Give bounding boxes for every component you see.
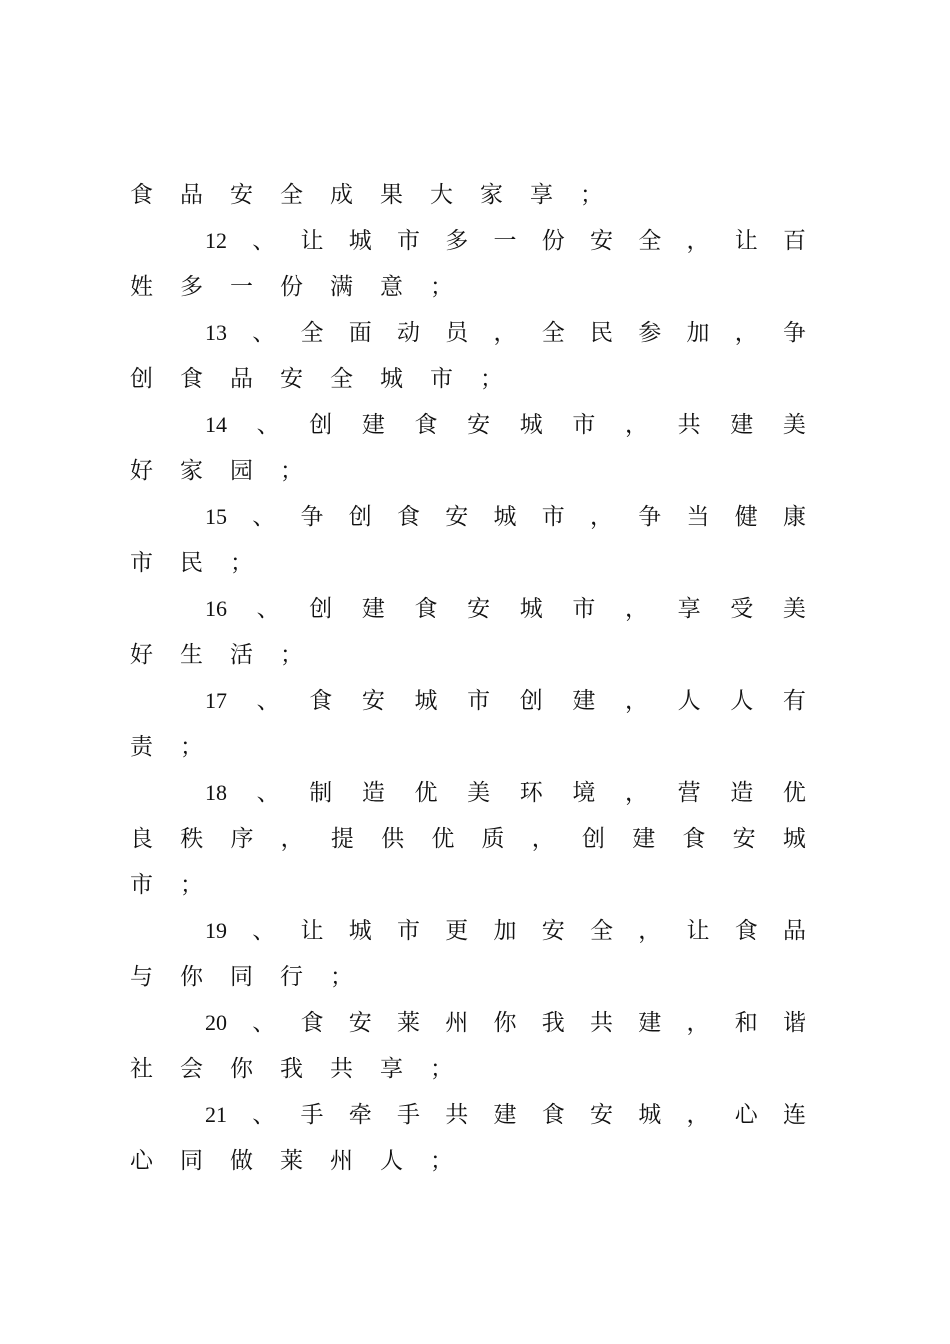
- text-line: [130, 1046, 806, 1092]
- text-glyph: 享: [530, 182, 553, 208]
- text-glyph: 安: [590, 1102, 613, 1128]
- text-glyph: 市: [130, 872, 153, 898]
- text-glyph: 全: [590, 918, 613, 944]
- text-glyph: 创: [130, 366, 153, 392]
- text-glyph: 社: [130, 1056, 153, 1082]
- text-glyph: 、: [252, 228, 276, 254]
- text-glyph: ，: [625, 688, 648, 714]
- text-line: [205, 678, 806, 724]
- text-glyph: ，: [590, 504, 613, 530]
- text-glyph: 、: [252, 320, 276, 346]
- text-glyph: 全: [330, 366, 353, 392]
- text-glyph: 多: [180, 274, 203, 300]
- text-glyph: 境: [572, 780, 596, 806]
- text-glyph: ；: [280, 458, 303, 484]
- text-glyph: 市: [397, 228, 420, 254]
- text-glyph: 19: [205, 918, 227, 943]
- text-glyph: ，: [531, 826, 555, 852]
- text-glyph: ，: [625, 596, 648, 622]
- text-glyph: 会: [180, 1056, 203, 1082]
- text-glyph: 安: [590, 228, 613, 254]
- text-glyph: 、: [256, 688, 280, 714]
- text-line: [205, 218, 806, 264]
- text-glyph: 创: [309, 412, 333, 438]
- text-glyph: 创: [348, 504, 372, 530]
- text-glyph: ，: [686, 1102, 710, 1128]
- text-glyph: 制: [309, 780, 333, 806]
- text-glyph: 有: [782, 688, 806, 714]
- text-glyph: 食: [414, 596, 438, 622]
- text-line: [130, 816, 806, 862]
- text-glyph: 我: [541, 1010, 565, 1036]
- text-glyph: ；: [430, 1056, 453, 1082]
- text-glyph: 食: [300, 1010, 324, 1036]
- text-glyph: 13: [205, 320, 227, 345]
- text-glyph: 共: [330, 1056, 353, 1082]
- text-glyph: 建: [493, 1102, 517, 1128]
- text-glyph: 好: [130, 642, 153, 668]
- text-glyph: 品: [180, 182, 203, 208]
- text-glyph: 质: [481, 826, 505, 852]
- text-glyph: 安: [732, 826, 756, 852]
- text-glyph: 面: [348, 320, 372, 346]
- text-glyph: 共: [445, 1102, 469, 1128]
- text-glyph: 城: [348, 918, 372, 944]
- text-glyph: 全: [638, 228, 662, 254]
- text-glyph: 让: [734, 228, 758, 254]
- text-glyph: 民: [590, 320, 613, 346]
- text-glyph: 做: [230, 1148, 253, 1174]
- text-glyph: 意: [380, 274, 403, 300]
- text-glyph: 园: [230, 458, 253, 484]
- text-glyph: 共: [590, 1010, 613, 1036]
- text-glyph: 健: [734, 504, 758, 530]
- text-glyph: ；: [280, 642, 303, 668]
- text-glyph: 城: [519, 412, 543, 438]
- text-glyph: 良: [130, 826, 153, 852]
- text-glyph: 百: [783, 228, 806, 254]
- text-glyph: ，: [734, 320, 758, 346]
- text-line: [205, 908, 806, 954]
- text-glyph: 你: [493, 1010, 517, 1036]
- text-glyph: 优: [414, 780, 438, 806]
- text-glyph: 食: [414, 412, 438, 438]
- text-glyph: 全: [280, 182, 303, 208]
- text-glyph: 同: [230, 964, 253, 990]
- text-glyph: 行: [280, 964, 303, 990]
- text-glyph: 人: [730, 688, 754, 714]
- text-glyph: 共: [677, 412, 701, 438]
- text-glyph: 食: [541, 1102, 565, 1128]
- text-glyph: 手: [300, 1102, 324, 1128]
- text-glyph: 连: [783, 1102, 806, 1128]
- text-glyph: 安: [361, 688, 385, 714]
- text-glyph: 食: [734, 918, 758, 944]
- text-glyph: 参: [638, 320, 662, 346]
- text-glyph: 好: [130, 458, 153, 484]
- text-glyph: 建: [730, 412, 754, 438]
- text-glyph: 安: [445, 504, 469, 530]
- text-glyph: 20: [205, 1010, 227, 1035]
- text-glyph: ；: [330, 964, 353, 990]
- text-glyph: 食: [180, 366, 203, 392]
- text-glyph: 让: [300, 228, 324, 254]
- text-glyph: 安: [541, 918, 565, 944]
- text-glyph: 17: [205, 688, 227, 713]
- text-glyph: 民: [180, 550, 203, 576]
- text-glyph: 、: [252, 1102, 276, 1128]
- text-glyph: 员: [445, 320, 469, 346]
- slogan-list: [130, 172, 806, 1184]
- text-glyph: 、: [252, 918, 276, 944]
- text-glyph: 争: [300, 504, 324, 530]
- text-glyph: 食: [309, 688, 333, 714]
- text-glyph: 手: [397, 1102, 420, 1128]
- text-glyph: ；: [180, 872, 203, 898]
- text-line: [205, 1092, 806, 1138]
- text-line: [130, 172, 806, 218]
- text-glyph: 食: [130, 182, 153, 208]
- text-glyph: 责: [130, 734, 153, 760]
- text-glyph: 一: [493, 228, 517, 254]
- text-glyph: 城: [380, 366, 403, 392]
- text-glyph: 建: [572, 688, 596, 714]
- text-glyph: ，: [638, 918, 662, 944]
- text-glyph: 安: [348, 1010, 372, 1036]
- text-glyph: 和: [734, 1010, 758, 1036]
- text-line: [130, 540, 806, 586]
- text-glyph: 家: [480, 182, 503, 208]
- text-line: [205, 494, 806, 540]
- text-glyph: 营: [677, 780, 701, 806]
- text-glyph: 美: [467, 780, 491, 806]
- text-glyph: 全: [541, 320, 565, 346]
- text-glyph: 建: [638, 1010, 662, 1036]
- text-glyph: 16: [205, 596, 227, 621]
- text-glyph: ，: [686, 228, 710, 254]
- text-glyph: 城: [638, 1102, 662, 1128]
- text-glyph: 份: [541, 228, 565, 254]
- text-line: [205, 1000, 806, 1046]
- text-glyph: 序: [230, 826, 254, 852]
- text-glyph: 市: [397, 918, 420, 944]
- text-glyph: 建: [632, 826, 656, 852]
- text-glyph: 州: [330, 1148, 353, 1174]
- text-glyph: ；: [430, 1148, 453, 1174]
- text-glyph: 、: [252, 1010, 276, 1036]
- text-glyph: 创: [519, 688, 543, 714]
- text-glyph: 15: [205, 504, 227, 529]
- text-line: [130, 356, 806, 402]
- text-glyph: 优: [782, 780, 806, 806]
- text-glyph: 姓: [130, 274, 153, 300]
- text-glyph: 活: [230, 642, 253, 668]
- text-glyph: ；: [430, 274, 453, 300]
- text-glyph: 加: [493, 918, 517, 944]
- text-glyph: 争: [638, 504, 662, 530]
- text-glyph: 美: [782, 596, 806, 622]
- text-glyph: 市: [572, 596, 596, 622]
- text-glyph: ；: [230, 550, 253, 576]
- text-glyph: 美: [782, 412, 806, 438]
- text-line: [205, 770, 806, 816]
- text-line: [205, 310, 806, 356]
- text-line: [130, 1138, 806, 1184]
- text-glyph: 城: [348, 228, 372, 254]
- text-glyph: 12: [205, 228, 227, 253]
- text-glyph: 18: [205, 780, 227, 805]
- text-glyph: 心: [734, 1102, 758, 1128]
- text-glyph: 、: [256, 780, 280, 806]
- text-glyph: 创: [581, 826, 605, 852]
- text-glyph: 我: [280, 1056, 303, 1082]
- text-glyph: 与: [130, 964, 153, 990]
- text-glyph: 人: [380, 1148, 403, 1174]
- text-glyph: 市: [130, 550, 153, 576]
- text-line: [130, 724, 806, 770]
- text-glyph: 你: [230, 1056, 253, 1082]
- text-glyph: 全: [300, 320, 324, 346]
- text-glyph: 谐: [783, 1010, 806, 1036]
- text-glyph: 让: [300, 918, 324, 944]
- text-glyph: 城: [519, 596, 543, 622]
- text-glyph: 生: [180, 642, 203, 668]
- text-glyph: 安: [280, 366, 303, 392]
- text-glyph: 一: [230, 274, 253, 300]
- text-glyph: 市: [541, 504, 565, 530]
- text-glyph: 莱: [280, 1148, 303, 1174]
- text-glyph: 享: [677, 596, 701, 622]
- text-glyph: 心: [130, 1148, 153, 1174]
- text-glyph: 人: [677, 688, 701, 714]
- text-glyph: 莱: [397, 1010, 420, 1036]
- text-glyph: 安: [467, 596, 491, 622]
- text-glyph: 、: [256, 412, 280, 438]
- text-glyph: ，: [686, 1010, 710, 1036]
- text-glyph: 大: [430, 182, 453, 208]
- text-glyph: 品: [783, 918, 806, 944]
- text-glyph: 争: [783, 320, 806, 346]
- text-glyph: 、: [256, 596, 280, 622]
- text-glyph: 你: [180, 964, 203, 990]
- text-glyph: 食: [397, 504, 420, 530]
- text-glyph: 市: [430, 366, 453, 392]
- text-glyph: 品: [230, 366, 253, 392]
- text-glyph: 21: [205, 1102, 227, 1127]
- text-glyph: 供: [381, 826, 405, 852]
- text-glyph: 优: [431, 826, 455, 852]
- text-line: [130, 954, 806, 1000]
- text-line: [130, 862, 806, 908]
- text-glyph: 康: [783, 504, 806, 530]
- text-line: [130, 448, 806, 494]
- text-glyph: 满: [330, 274, 353, 300]
- text-glyph: 、: [252, 504, 276, 530]
- text-glyph: 当: [686, 504, 710, 530]
- text-glyph: ，: [625, 412, 648, 438]
- text-glyph: ，: [280, 826, 304, 852]
- text-glyph: ；: [480, 366, 503, 392]
- text-glyph: 多: [445, 228, 469, 254]
- text-glyph: 受: [730, 596, 754, 622]
- text-glyph: 市: [572, 412, 596, 438]
- text-glyph: ；: [580, 182, 603, 208]
- text-glyph: 造: [361, 780, 385, 806]
- text-glyph: 创: [309, 596, 333, 622]
- text-glyph: 秩: [180, 826, 204, 852]
- text-glyph: 动: [397, 320, 420, 346]
- text-glyph: 享: [380, 1056, 403, 1082]
- text-glyph: 州: [445, 1010, 469, 1036]
- text-glyph: ，: [625, 780, 648, 806]
- text-glyph: 城: [782, 826, 806, 852]
- text-glyph: 市: [467, 688, 491, 714]
- text-line: [130, 264, 806, 310]
- text-glyph: 环: [519, 780, 543, 806]
- text-glyph: 牵: [348, 1102, 372, 1128]
- text-glyph: 安: [230, 182, 253, 208]
- text-glyph: 家: [180, 458, 203, 484]
- text-line: [205, 586, 806, 632]
- text-glyph: 14: [205, 412, 227, 437]
- text-glyph: 城: [414, 688, 438, 714]
- text-glyph: 造: [730, 780, 754, 806]
- text-glyph: 建: [361, 412, 385, 438]
- text-glyph: 食: [682, 826, 706, 852]
- text-glyph: 果: [380, 182, 403, 208]
- text-glyph: 份: [280, 274, 303, 300]
- text-glyph: 让: [686, 918, 710, 944]
- text-glyph: 提: [330, 826, 354, 852]
- text-glyph: 加: [686, 320, 710, 346]
- text-line: [130, 632, 806, 678]
- text-glyph: ，: [493, 320, 517, 346]
- text-glyph: 成: [330, 182, 353, 208]
- text-glyph: 安: [467, 412, 491, 438]
- text-line: [205, 402, 806, 448]
- text-glyph: 城: [493, 504, 517, 530]
- text-glyph: 同: [180, 1148, 203, 1174]
- text-glyph: 建: [361, 596, 385, 622]
- text-glyph: 更: [445, 918, 469, 944]
- text-glyph: ；: [180, 734, 203, 760]
